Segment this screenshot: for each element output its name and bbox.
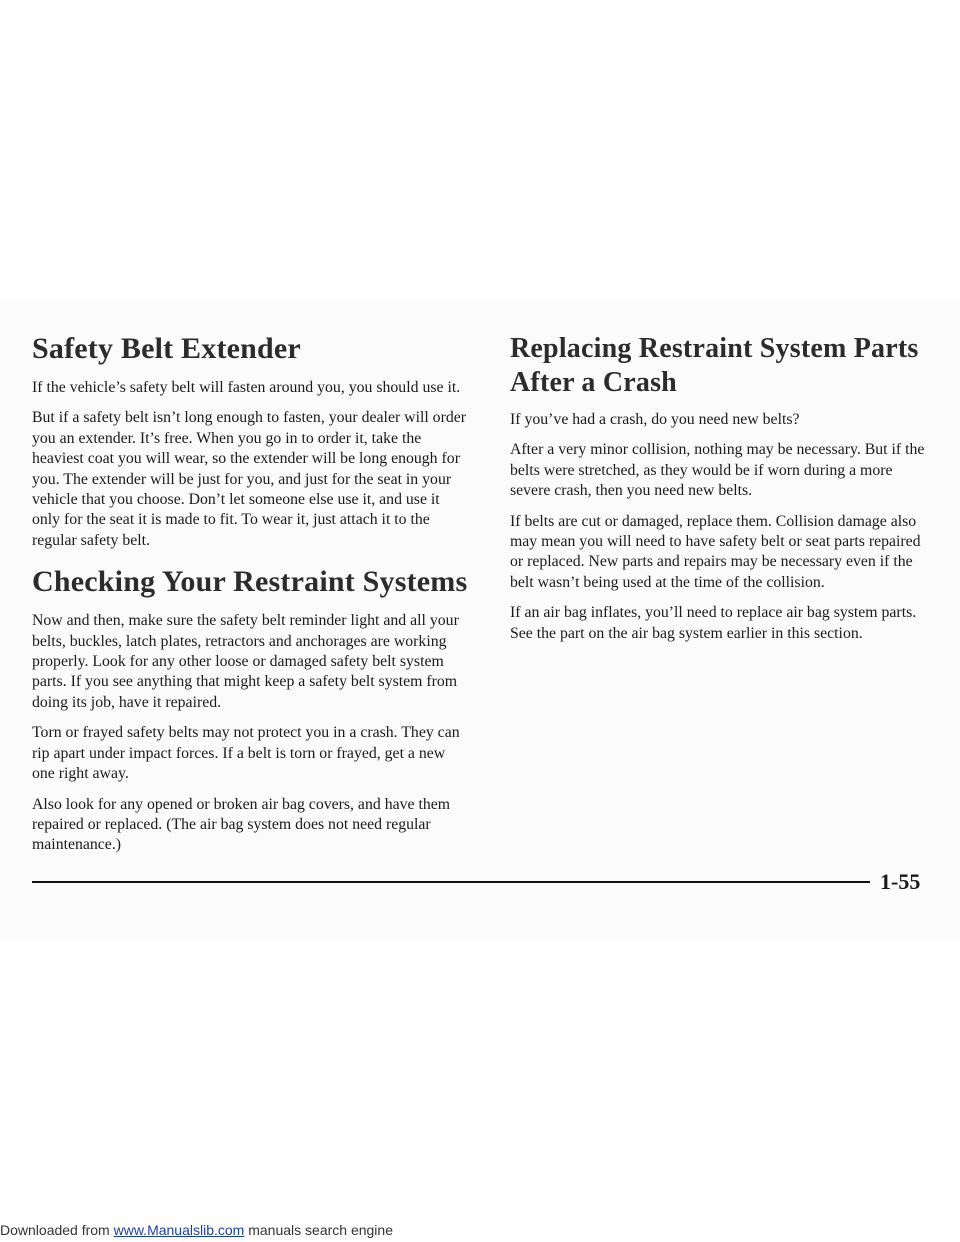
left-column bbox=[32, 332, 468, 866]
heading-line: Replacing Restraint System Parts bbox=[510, 333, 919, 364]
paragraph: Torn or frayed safety belts may not protect you in a crash. They can rip apart under impact forces. If a belt is torn or frayed, get a new one right away. bbox=[32, 724, 460, 783]
footer-suffix: manuals search engine bbox=[244, 1222, 393, 1238]
paragraph: But if a safety belt isn’t long enough to fasten, your dealer will order you an extender. It’s free. When you go in to order it, take the heaviest coat you will wear, so the extender will be long enough for you. The extender will be just for you, and just for the seat in your vehicle that you choose. Don’t let someone else use it, and use it only for the seat it is made to fit. To wear it, just attach it to the regular safety belt. bbox=[32, 409, 467, 549]
paragraph: After a very minor collision, nothing may be necessary. But if the belts were stretched, as they would be if worn during a more severe crash, then you need new belts. bbox=[510, 441, 925, 500]
paragraph: Also look for any opened or broken air bag covers, and have them repaired or replaced. (The air bag system does not need regular maintenance.) bbox=[32, 795, 451, 854]
page-number: 1-55 bbox=[880, 869, 921, 894]
download-footer bbox=[0, 1222, 393, 1238]
paragraph: If the vehicle’s safety belt will fasten around you, you should use it. bbox=[32, 379, 461, 396]
paragraph: Now and then, make sure the safety belt reminder light and all your belts, buckles, latch plates, retractors and anchorages are working properly. Look for any other loose or damaged safety belt system parts. If you see anything that might keep a safety belt system from doing its job, have it repaired. bbox=[32, 612, 459, 711]
heading-line: After a Crash bbox=[510, 367, 677, 398]
heading-safety-belt-extender: Safety Belt Extender bbox=[32, 332, 301, 365]
manualslib-link[interactable]: www.Manualslib.com bbox=[113, 1222, 245, 1238]
paragraph: If an air bag inflates, you’ll need to replace air bag system parts. See the part on the air bag system earlier in this section. bbox=[510, 604, 917, 642]
footer-prefix: Downloaded from bbox=[0, 1222, 114, 1238]
heading-replacing-restraint-parts bbox=[510, 332, 932, 400]
right-column bbox=[510, 332, 932, 654]
footer-rule bbox=[32, 881, 870, 883]
paragraph: If belts are cut or damaged, replace them. Collision damage also may mean you will need to have safety belt or seat parts repaired or replaced. New parts and repairs may be necessary even if the belt wasn’t being used at the time of the collision. bbox=[510, 512, 921, 591]
heading-checking-restraint-systems: Checking Your Restraint Systems bbox=[32, 565, 468, 599]
paragraph: If you’ve had a crash, do you need new belts? bbox=[510, 411, 800, 428]
